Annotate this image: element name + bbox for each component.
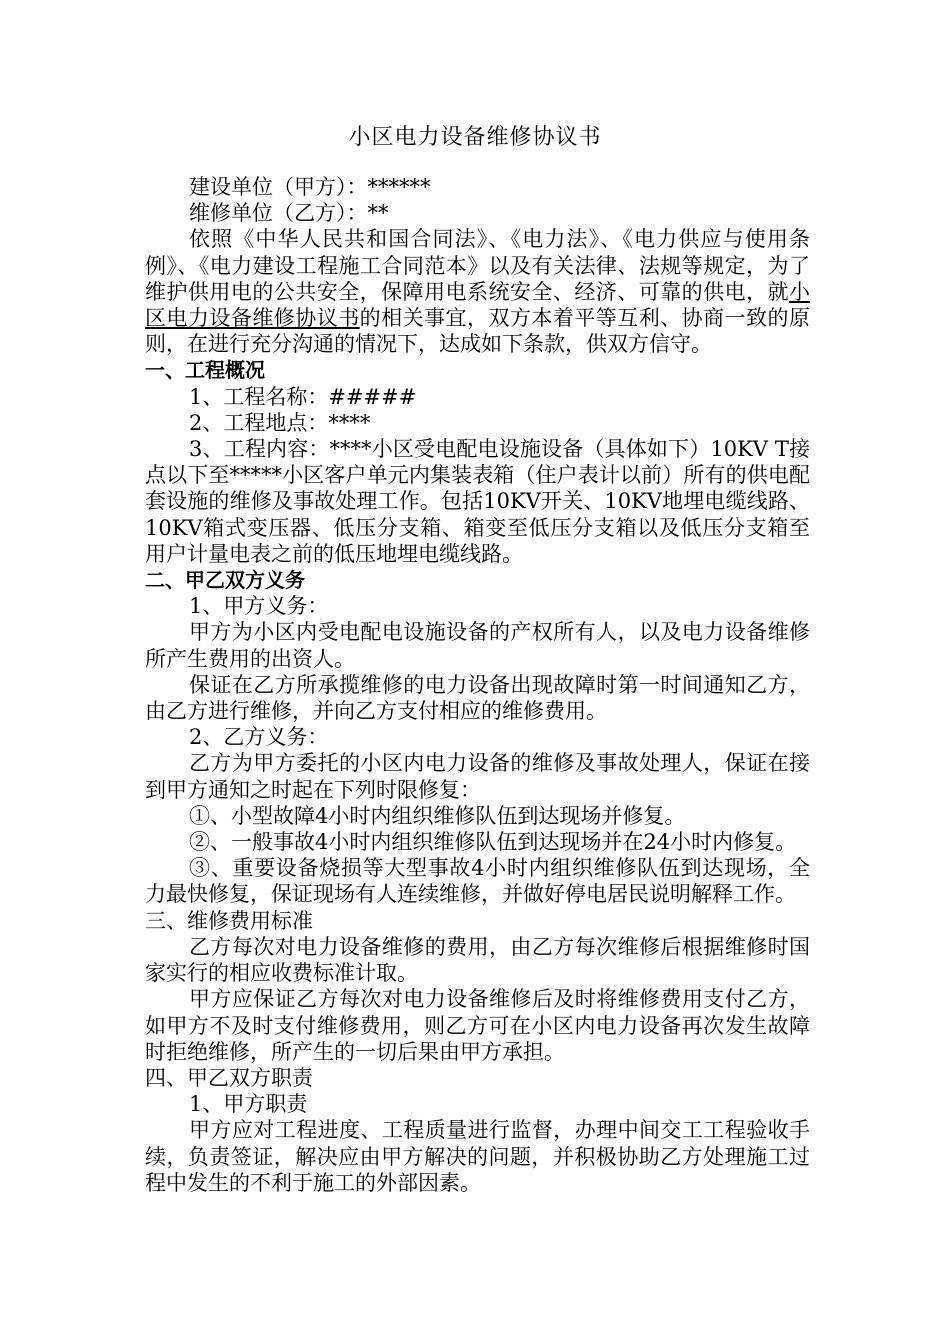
party-a-obligation-paragraph: 保证在乙方所承揽维修的电力设备出现故障时第一时间通知乙方，由乙方进行维修，并向乙方支付相应的维修费用。 xyxy=(145,672,810,724)
project-location-item: 2、工程地点：**** xyxy=(189,410,371,435)
intro-text-after: 的相关事宜，双方本着平等互利、协商一致的原则，在进行充分沟通的情况下，达成如下条款，供双方信守。 xyxy=(145,306,811,357)
project-name-item: 1、工程名称：##### xyxy=(189,384,417,409)
section-heading-3: 三、维修费用标准 xyxy=(145,908,313,933)
party-b-line: 维修单位（乙方）：** xyxy=(189,201,389,226)
fee-paragraph: 甲方应保证乙方每次对电力设备维修后及时将维修费用支付乙方，如甲方不及时支付维修费用，则乙方可在小区内电力设备再次发生故障时拒绝维修，所产生的一切后果由甲方承担。 xyxy=(145,987,810,1064)
section-heading-2: 二、甲乙双方义务 xyxy=(145,568,305,593)
party-a-duties-subheading: 1、甲方职责 xyxy=(189,1092,308,1117)
repair-timeline-item: ③、重要设备烧损等大型事故4小时内组织维修队伍到达现场，全力最快修复，保证现场有人连续维修，并做好停电居民说明解释工作。 xyxy=(145,856,810,907)
party-a-obligations-subheading: 1、甲方义务： xyxy=(189,594,329,619)
document-title: 小区电力设备维修协议书 xyxy=(348,125,602,150)
party-b-obligations-subheading: 2、乙方义务： xyxy=(189,725,329,750)
intro-underlined-title: 小区电力设备维修协议书 xyxy=(145,279,810,331)
party-b-obligation-paragraph: 乙方为甲方委托的小区内电力设备的维修及事故处理人，保证在接到甲方通知之时起在下列时限修复： xyxy=(145,751,810,802)
repair-timeline-item: ②、一般事故4小时内组织维修队伍到达现场并在24小时内修复。 xyxy=(189,830,797,855)
repair-timeline-item: ①、小型故障4小时内组织维修队伍到达现场并修复。 xyxy=(189,803,686,828)
document-body xyxy=(145,174,810,1196)
project-content-item: 3、工程内容：****小区受电配电设施设备（具体如下）10KV T接点以下至*****小区客户单元内集装表箱（住户表计以前）所有的供电配套设施的维修及事故处理工作。包括10KV开关、10KV地埋电缆线路、10KV箱式变压器、低压分支箱、箱变至低压分支箱以及低压分支箱至用户计量电表之前的低压地埋电缆线路。 xyxy=(145,437,810,566)
fee-paragraph: 乙方每次对电力设备维修的费用，由乙方每次维修后根据维修时国家实行的相应收费标准计取。 xyxy=(145,934,810,986)
party-a-line: 建设单位（甲方）：****** xyxy=(189,175,431,199)
section-heading-4: 四、甲乙双方职责 xyxy=(145,1065,313,1090)
section-heading-1: 一、工程概况 xyxy=(145,358,265,383)
intro-text-before: 依照《中华人民共和国合同法》、《电力法》、《电力供应与使用条例》、《电力建设工程施工合同范本》以及有关法律、法规等规定，为了维护供用电的公共安全，保障用电系统安全、经济、可靠的供电，就 xyxy=(145,227,810,304)
party-a-duties-paragraph: 甲方应对工程进度、工程质量进行监督，办理中间交工工程验收手续，负责签证，解决应由甲方解决的问题，并积极协助乙方处理施工过程中发生的不利于施工的外部因素。 xyxy=(145,1118,810,1195)
party-a-obligation-paragraph: 甲方为小区内受电配电设施设备的产权所有人，以及电力设备维修所产生费用的出资人。 xyxy=(145,620,810,671)
intro-paragraph xyxy=(145,226,810,357)
